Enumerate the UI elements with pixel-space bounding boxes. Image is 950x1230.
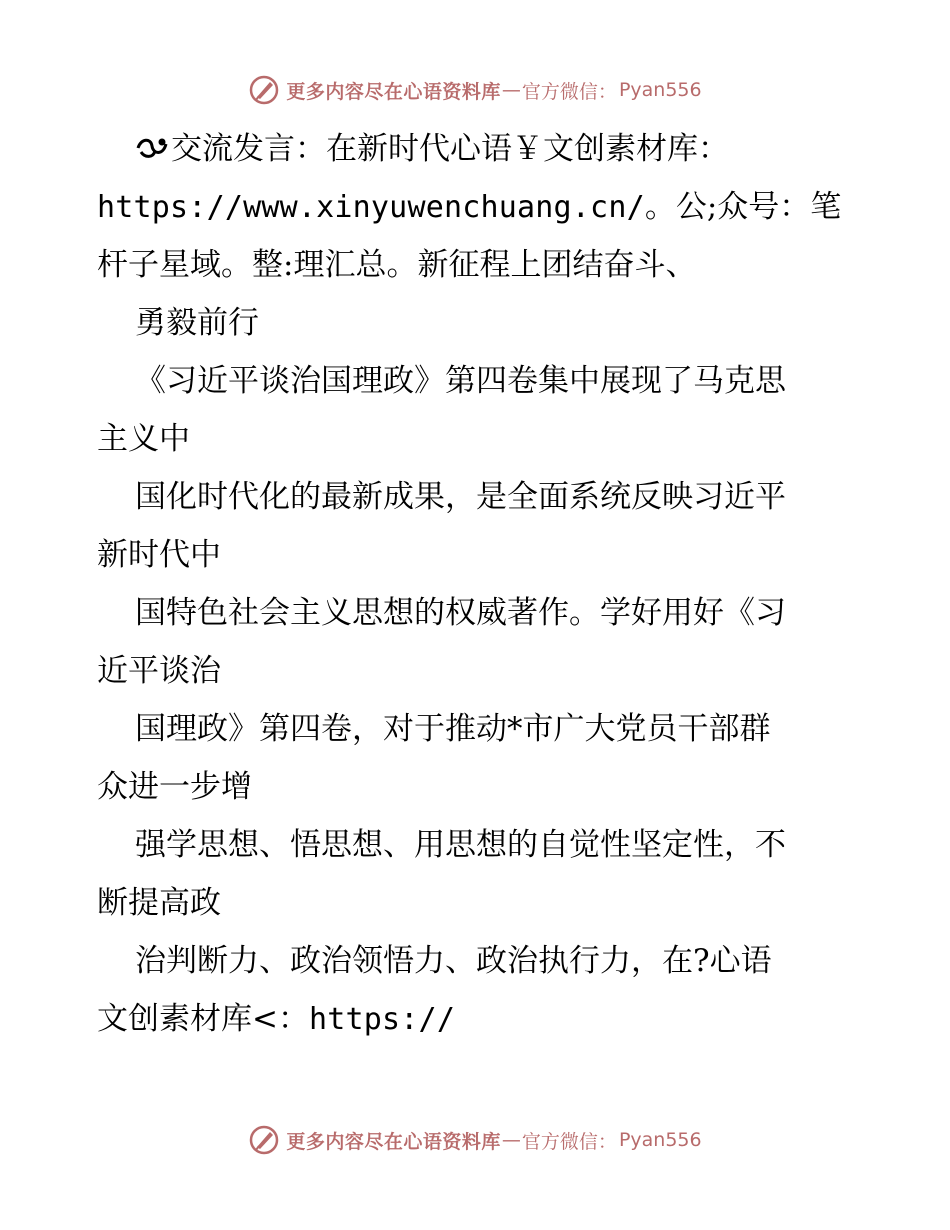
body-line-14: 断提高政 [97,885,221,921]
website-url: https://www.xinyuwenchuang.cn/ [97,190,645,225]
body-line-16-text: 文创素材库<： [97,1001,309,1037]
body-line-3: 杆子星域。整:理汇总。新征程上团结奋斗、 [97,247,697,283]
footer-wechat-label: 官方微信： [521,1130,617,1153]
footer-banner [0,1120,950,1160]
header-brand-text: 更多内容尽在心语资料库 [286,80,501,103]
body-line-2-rest: 。公;众号：笔 [644,189,842,225]
body-line-5: 《习近平谈治国理政》第四卷集中展现了马克思 [135,363,786,399]
body-line-13: 强学思想、悟思想、用思想的自觉性坚定性，不 [135,827,786,863]
header-banner [0,70,950,110]
document-body [97,120,877,1048]
body-line-7: 国化时代化的最新成果，是全面系统反映习近平 [135,479,786,515]
body-line-9: 国特色社会主义思想的权威著作。学好用好《习 [135,595,786,631]
footer-wechat-id: Pyan556 [618,1129,702,1151]
footer-dash: — [501,1129,521,1151]
body-line-6: 主义中 [97,421,190,457]
body-line-15: 治判断力、政治领悟力、政治执行力，在?心语 [135,943,772,979]
header-wechat-id: Pyan556 [618,79,702,101]
body-line-11: 国理政》第四卷，对于推动*市广大党员干部群 [135,711,771,747]
partial-url: https:// [308,1002,456,1037]
body-line-16 [97,990,877,1048]
quill-seal-icon [248,74,280,106]
body-line-2 [97,178,877,236]
body-line-8: 新时代中 [97,537,221,573]
body-line-1 [97,120,877,178]
body-line-12: 众进一步增 [97,769,252,805]
header-dash: — [501,79,521,101]
body-line-10: 近平谈治 [97,653,221,689]
body-line-1-text: 交流发言：在新时代心语￥文创素材库： [171,131,729,167]
header-wechat-label: 官方微信： [521,80,617,103]
footer-brand-text: 更多内容尽在心语资料库 [286,1130,501,1153]
flower-bullet-icon [135,134,169,162]
body-line-4: 勇毅前行 [135,305,259,341]
quill-seal-icon [248,1124,280,1156]
